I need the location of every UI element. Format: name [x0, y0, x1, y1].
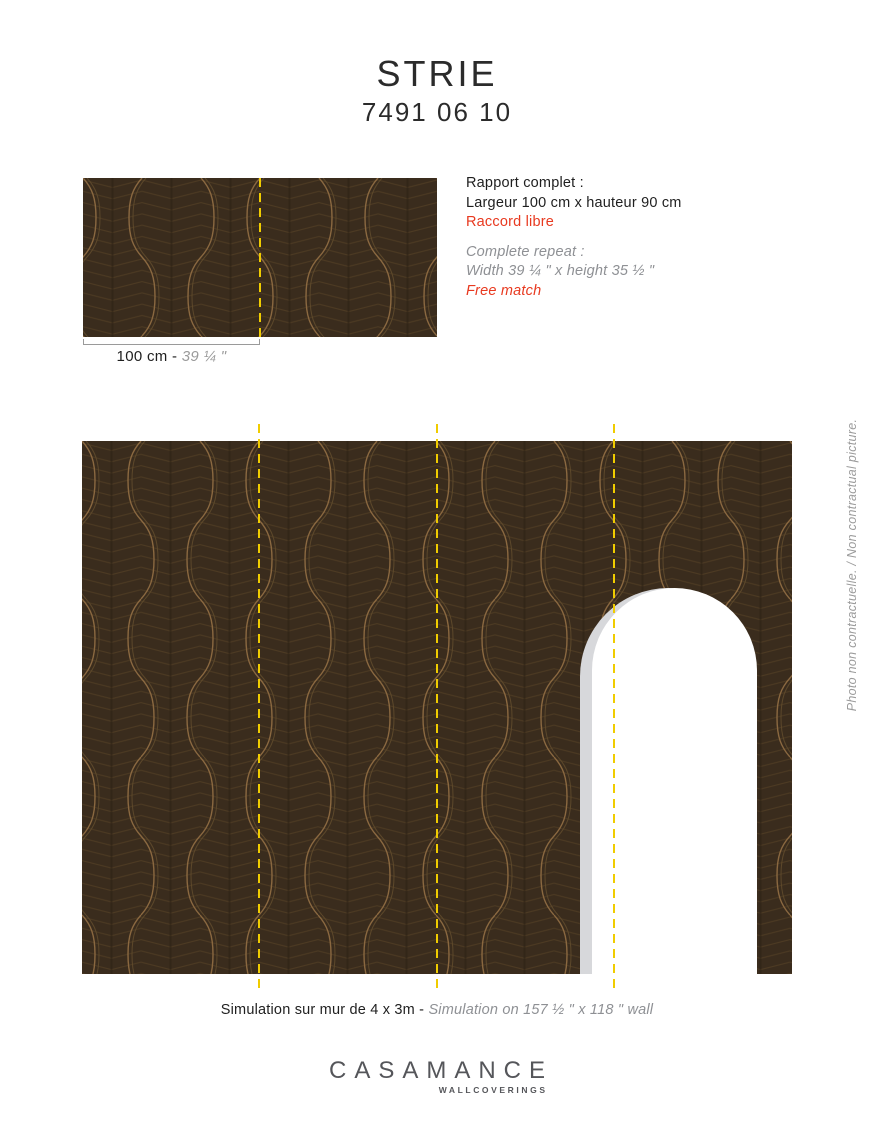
brand-name: CASAMANCE — [328, 1057, 554, 1084]
spacer — [466, 233, 682, 243]
repeat-title-en: Complete repeat : — [466, 243, 585, 260]
caption-en: Simulation on 157 ½ " x 118 " wall — [428, 1002, 654, 1018]
arch-opening — [592, 588, 757, 974]
match-type-fr: Raccord libre — [466, 214, 555, 230]
seam-line-2 — [436, 424, 438, 988]
seam-line-swatch — [259, 178, 261, 337]
width-dimension-label — [73, 348, 270, 365]
non-contractual-note: Photo non contractuelle. / Non contractual picture. — [845, 418, 859, 712]
width-dimension-line — [83, 339, 260, 345]
repeat-size-en: Width 39 ¼ " x height 35 ½ " — [466, 263, 655, 279]
header — [0, 54, 874, 127]
repeat-info-block — [466, 174, 682, 301]
brand-logo — [328, 1057, 554, 1095]
footer — [0, 1058, 874, 1098]
match-type-en: Free match — [466, 282, 542, 299]
caption-fr: Simulation sur mur de 4 x 3m - — [220, 1002, 429, 1018]
seam-line-1 — [258, 424, 260, 988]
repeat-size-fr: Largeur 100 cm x hauteur 90 cm — [466, 194, 682, 211]
width-imperial: 39 ¼ " — [181, 348, 227, 365]
product-reference: 7491 06 10 — [361, 97, 513, 127]
seam-line-3 — [613, 424, 615, 988]
simulation-caption — [0, 1002, 874, 1018]
repeat-title-fr: Rapport complet : — [466, 175, 584, 191]
brand-division: WALLCOVERINGS — [438, 1085, 548, 1095]
page-title: STRIE — [376, 53, 498, 94]
width-metric: 100 cm - — [116, 348, 182, 365]
